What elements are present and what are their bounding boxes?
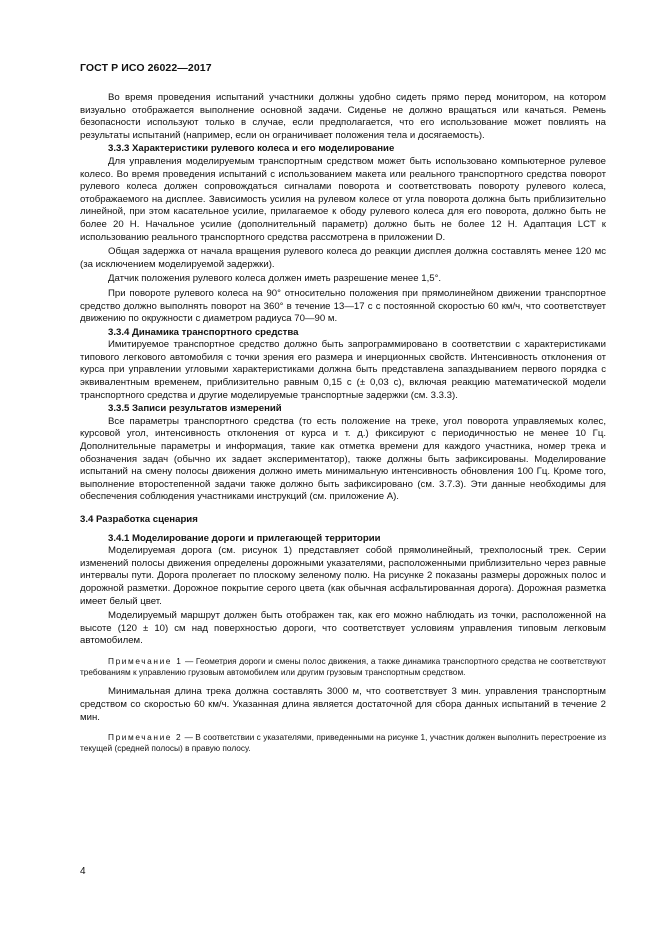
paragraph: Моделируемая дорога (см. рисунок 1) представляет собой прямолинейный, трехполосный трек. Серии изменений полосы движения определены дорожными указателями, расположенными приблизительно через равные интервалы пути. Дорога пролегает по плоскому зеленому полю. На рисунке 2 показаны размеры дорожных полос и дорожной разметки. Дорожное покрытие серого цвета (как обычная асфальтированная дорога). Дорожная разметка имеет белый цвет. bbox=[80, 545, 606, 607]
paragraph: Датчик положения рулевого колеса должен иметь разрешение менее 1,5°. bbox=[108, 273, 442, 285]
note-label: Примечание 2 bbox=[108, 732, 183, 743]
section-heading-3-3-3: 3.3.3 Характеристики рулевого колеса и его моделирование bbox=[108, 143, 395, 155]
note-text: — Геометрия дороги и смены полос движения, а также динамика транспортного средства не соответствуют требованиям к управлению грузовым автомобилем или другим грузовым транспортным средством. bbox=[80, 655, 606, 678]
section-heading-3-4-1: 3.4.1 Моделирование дороги и прилегающей территории bbox=[108, 532, 381, 544]
paragraph: При повороте рулевого колеса на 90° относительно положения при прямолинейном движении транспортное средство должно выполнять поворот на 360° в течение 13—17 с с постоянной скоростью 60 км/ч, что соответствует движению по окружности с диаметром радиуса 70—90 м. bbox=[80, 287, 606, 325]
document-body bbox=[80, 92, 606, 763]
section-heading-3-3-5: 3.3.5 Записи результатов измерений bbox=[108, 403, 282, 415]
note-2 bbox=[80, 732, 606, 754]
paragraph: Во время проведения испытаний участники должны удобно сидеть прямо перед монитором, на котором визуально отображается выполнение основной задачи. Сиденье не должно вращаться или качаться. Ремень безопасности используют только в случае, если предполагается, что его использование может повлиять на результаты испытаний (например, если он ограничивает положения тела и досягаемость). bbox=[80, 92, 606, 141]
section-heading-3-3-4: 3.3.4 Динамика транспортного средства bbox=[108, 326, 299, 338]
paragraph: Минимальная длина трека должна составлять 3000 м, что соответствует 3 мин. управления транспортным средством со скоростью 60 км/ч. Указанная длина является достаточной для сбора данных испытаний в течение 2 мин. bbox=[80, 686, 606, 723]
paragraph: Моделируемый маршрут должен быть отображен так, как его можно наблюдать из точки, расположенной на высоте (120 ± 10) см над поверхностью дороги, что соответствует условиям управления типовым легковым автомобилем. bbox=[80, 610, 606, 647]
paragraph: Общая задержка от начала вращения рулевого колеса до реакции дисплея должна составлять менее 120 мс (за исключением моделируемой задержки). bbox=[80, 246, 606, 270]
page-number: 4 bbox=[80, 866, 86, 877]
paragraph: Для управления моделируемым транспортным средством может быть использовано компьютерное рулевое колесо. Во время проведения испытаний с использованием макета или реального транспортного средства поворот рулевого колеса должен сопровождаться сигналами поворота и соответствовать повороту рулевого колеса, отображаемого на дисплее. Зависимость усилия на рулевом колесе от угла поворота должна быть приблизительно линейной, при этом касательное усилие, прилагаемое к ободу рулевого колеса для его поворота, должно быть не более 20 Н. Начальное усилие (дополнительный параметр) должно быть не более 12 Н. Адаптация LCT к использованию реального транспортного средства рассмотрена в приложении D. bbox=[80, 155, 606, 243]
section-heading-3-4: 3.4 Разработка сценария bbox=[80, 514, 198, 525]
note-1 bbox=[80, 656, 606, 678]
paragraph: Имитируемое транспортное средство должно быть запрограммировано в соответствии с характеристиками типового легкового автомобиля с точки зрения его размера и инерционных свойств. Интенсивность отклонения от курса при управлении угловыми характеристиками должна быть представлена запаздыванием первого порядка с эквивалентным временем, приблизительно равным 0,15 с (± 0,03 с), включая реакцию математической модели транспортного средства и другие моделируемые транспортные задержки (см. 3.3.3). bbox=[80, 339, 606, 401]
note-label: Примечание 1 bbox=[108, 655, 183, 666]
document-header: ГОСТ Р ИСО 26022—2017 bbox=[80, 62, 212, 74]
note-text: — В соответствии с указателями, приведенными на рисунке 1, участник должен выполнить перестроение из текущей (средней полосы) в правую полосу. bbox=[80, 732, 606, 754]
paragraph: Все параметры транспортного средства (то есть положение на треке, угол поворота управляемых колес, курсовой угол, интенсивность отклонения от курса и т. д.) фиксируют с периодичностью не менее 10 Гц. Дополнительные параметры и информация, такие как отметка времени для каждого участника, номер трека и обозначения задач (обычно их задает экспериментатор), также должны быть зафиксированы. Моделирование испытаний на смену полосы движения должно иметь минимальную интенсивность обновления 100 Гц. Кроме того, выполнение второстепенной задачи также должно быть зафиксировано (см. 3.7.3). Эти данные необходимы для обеспечения соблюдения участниками инструкций (см. приложение А). bbox=[80, 415, 606, 503]
